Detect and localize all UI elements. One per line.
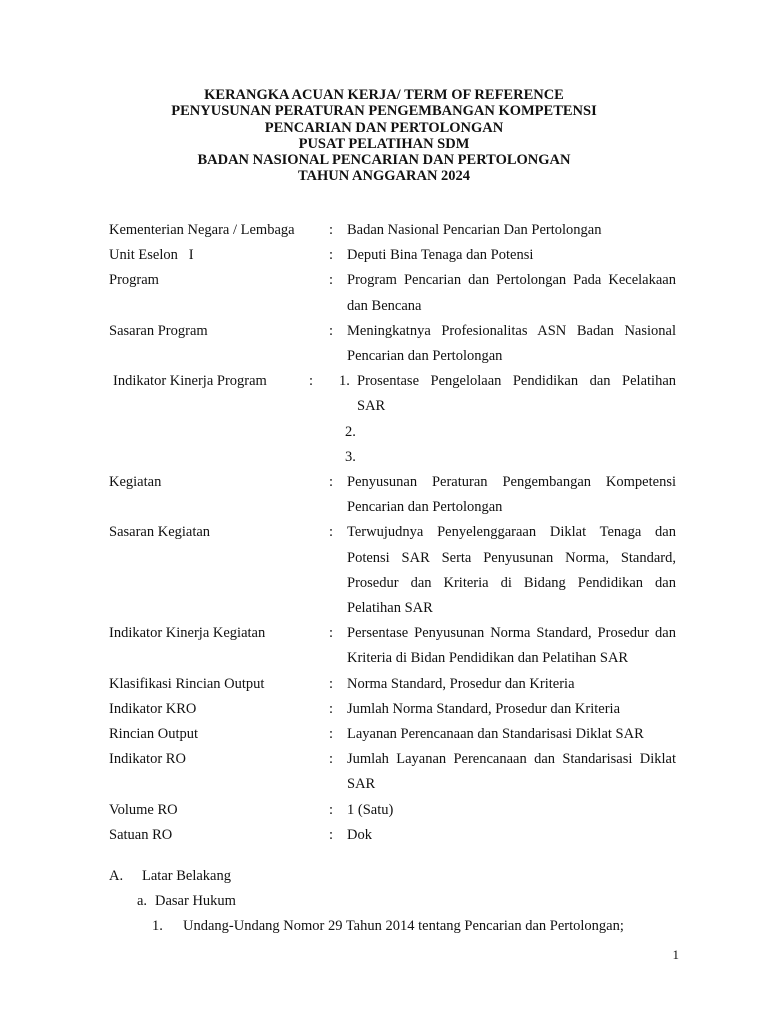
indicator-item: [339, 445, 676, 470]
subsection-heading: [109, 889, 676, 914]
indicator-list: [339, 369, 676, 470]
row-colon: :: [329, 272, 334, 289]
document-title: [0, 87, 768, 185]
indicator-item: [339, 420, 676, 445]
section-letter: A.: [109, 868, 124, 884]
indicator-text: [363, 420, 676, 445]
row-value: Jumlah Layanan Perencanaan dan Standarisasi Diklat SAR: [347, 751, 676, 793]
row-colon: :: [309, 373, 314, 390]
info-row-indikator-kegiatan: [109, 621, 676, 671]
row-label: Volume RO: [109, 801, 178, 818]
list-item-text: Undang-Undang Nomor 29 Tahun 2014 tentang Pencarian dan Pertolongan;: [183, 918, 624, 935]
info-row-sasaran-kegiatan: [109, 520, 676, 621]
row-value: Terwujudnya Penyelenggaraan Diklat Tenaga dan Potensi SAR Serta Penyusunan Norma, Standard, Prosedur dan Kriteria di Bidang Pendidikan dan Pelatihan SAR: [347, 524, 676, 617]
title-line: TAHUN ANGGARAN 2024: [297, 168, 471, 185]
info-row-program: [109, 268, 676, 318]
indicator-item: [339, 369, 676, 419]
row-value: Norma Standard, Prosedur dan Kriteria: [347, 675, 575, 692]
info-row-sasaran-program: [109, 319, 676, 369]
row-label: Sasaran Program: [109, 322, 208, 339]
indicator-text: Prosentase Pengelolaan Pendidikan dan Pelatihan SAR: [357, 373, 676, 415]
row-value: Meningkatnya Profesionalitas ASN Badan Nasional Pencarian dan Pertolongan: [347, 322, 676, 365]
info-table: [109, 218, 676, 848]
row-label: Indikator RO: [109, 751, 186, 768]
indicator-number: 3.: [345, 448, 356, 465]
page-number: 1: [672, 947, 679, 962]
row-value: Persentase Penyusunan Norma Standard, Prosedur dan Kriteria di Bidan Pendidikan dan Pelatihan SAR: [347, 625, 676, 667]
section-title: Latar Belakang: [142, 868, 231, 884]
row-colon: :: [329, 675, 334, 692]
row-colon: :: [329, 247, 334, 264]
info-row-klasifikasi: [109, 672, 676, 697]
title-line: PENCARIAN DAN PERTOLONGAN: [264, 119, 504, 136]
indicator-text: [363, 445, 676, 470]
sections: [109, 864, 676, 940]
title-line: BADAN NASIONAL PENCARIAN DAN PERTOLONGAN: [197, 152, 571, 169]
info-row-satuan-ro: [109, 823, 676, 848]
row-colon: :: [329, 474, 334, 491]
row-colon: :: [329, 826, 334, 843]
row-colon: :: [329, 625, 334, 642]
row-label: Klasifikasi Rincian Output: [109, 675, 265, 692]
title-line: PENYUSUNAN PERATURAN PENGEMBANGAN KOMPETENSI: [171, 103, 597, 120]
row-colon: :: [329, 726, 334, 743]
row-value: Badan Nasional Pencarian Dan Pertolongan: [347, 222, 602, 238]
row-colon: :: [329, 801, 334, 818]
subsection-title: Dasar Hukum: [155, 893, 236, 910]
row-value: Deputi Bina Tenaga dan Potensi: [347, 247, 534, 264]
info-row-kementerian: [109, 218, 676, 243]
section-heading: [109, 864, 676, 889]
row-label: Indikator Kinerja Program: [113, 373, 267, 390]
title-line: KERANGKA ACUAN KERJA/ TERM OF REFERENCE: [204, 87, 564, 103]
row-value: Dok: [347, 826, 372, 843]
row-value: Penyusunan Peraturan Pengembangan Kompetensi Pencarian dan Pertolongan: [347, 474, 676, 516]
row-value: Layanan Perencanaan dan Standarisasi Diklat SAR: [347, 726, 644, 743]
row-value: Program Pencarian dan Pertolongan Pada Kecelakaan dan Bencana: [347, 272, 676, 314]
row-label: Unit Eselon I: [109, 247, 194, 264]
row-label: Kementerian Negara / Lembaga: [109, 222, 295, 238]
info-row-kegiatan: [109, 470, 676, 520]
info-row-indikator-ro: [109, 747, 676, 797]
row-value: 1 (Satu): [347, 801, 394, 818]
row-label: Program: [109, 272, 159, 289]
row-label: Indikator Kinerja Kegiatan: [109, 625, 266, 642]
row-colon: :: [329, 700, 334, 717]
row-colon: :: [329, 751, 334, 768]
row-value: Jumlah Norma Standard, Prosedur dan Kriteria: [347, 700, 621, 717]
subsection-letter: a.: [137, 893, 148, 910]
title-line: PUSAT PELATIHAN SDM: [298, 135, 470, 152]
info-row-volume-ro: [109, 798, 676, 823]
info-row-indikator-kro: [109, 697, 676, 722]
row-colon: :: [329, 322, 334, 339]
indicator-number: 2.: [345, 423, 356, 440]
row-label: Satuan RO: [109, 826, 173, 843]
row-colon: :: [329, 222, 334, 238]
list-item: [109, 914, 676, 939]
row-label: Sasaran Kegiatan: [109, 524, 211, 541]
row-label: Kegiatan: [109, 474, 162, 491]
info-row-indikator-program: [109, 369, 676, 470]
row-label: Rincian Output: [109, 726, 199, 743]
indicator-number: 1.: [339, 373, 350, 390]
info-row-rincian-output: [109, 722, 676, 747]
info-row-unit: [109, 243, 676, 268]
list-item-number: 1.: [152, 918, 163, 935]
row-label: Indikator KRO: [109, 700, 197, 717]
row-colon: :: [329, 524, 334, 541]
